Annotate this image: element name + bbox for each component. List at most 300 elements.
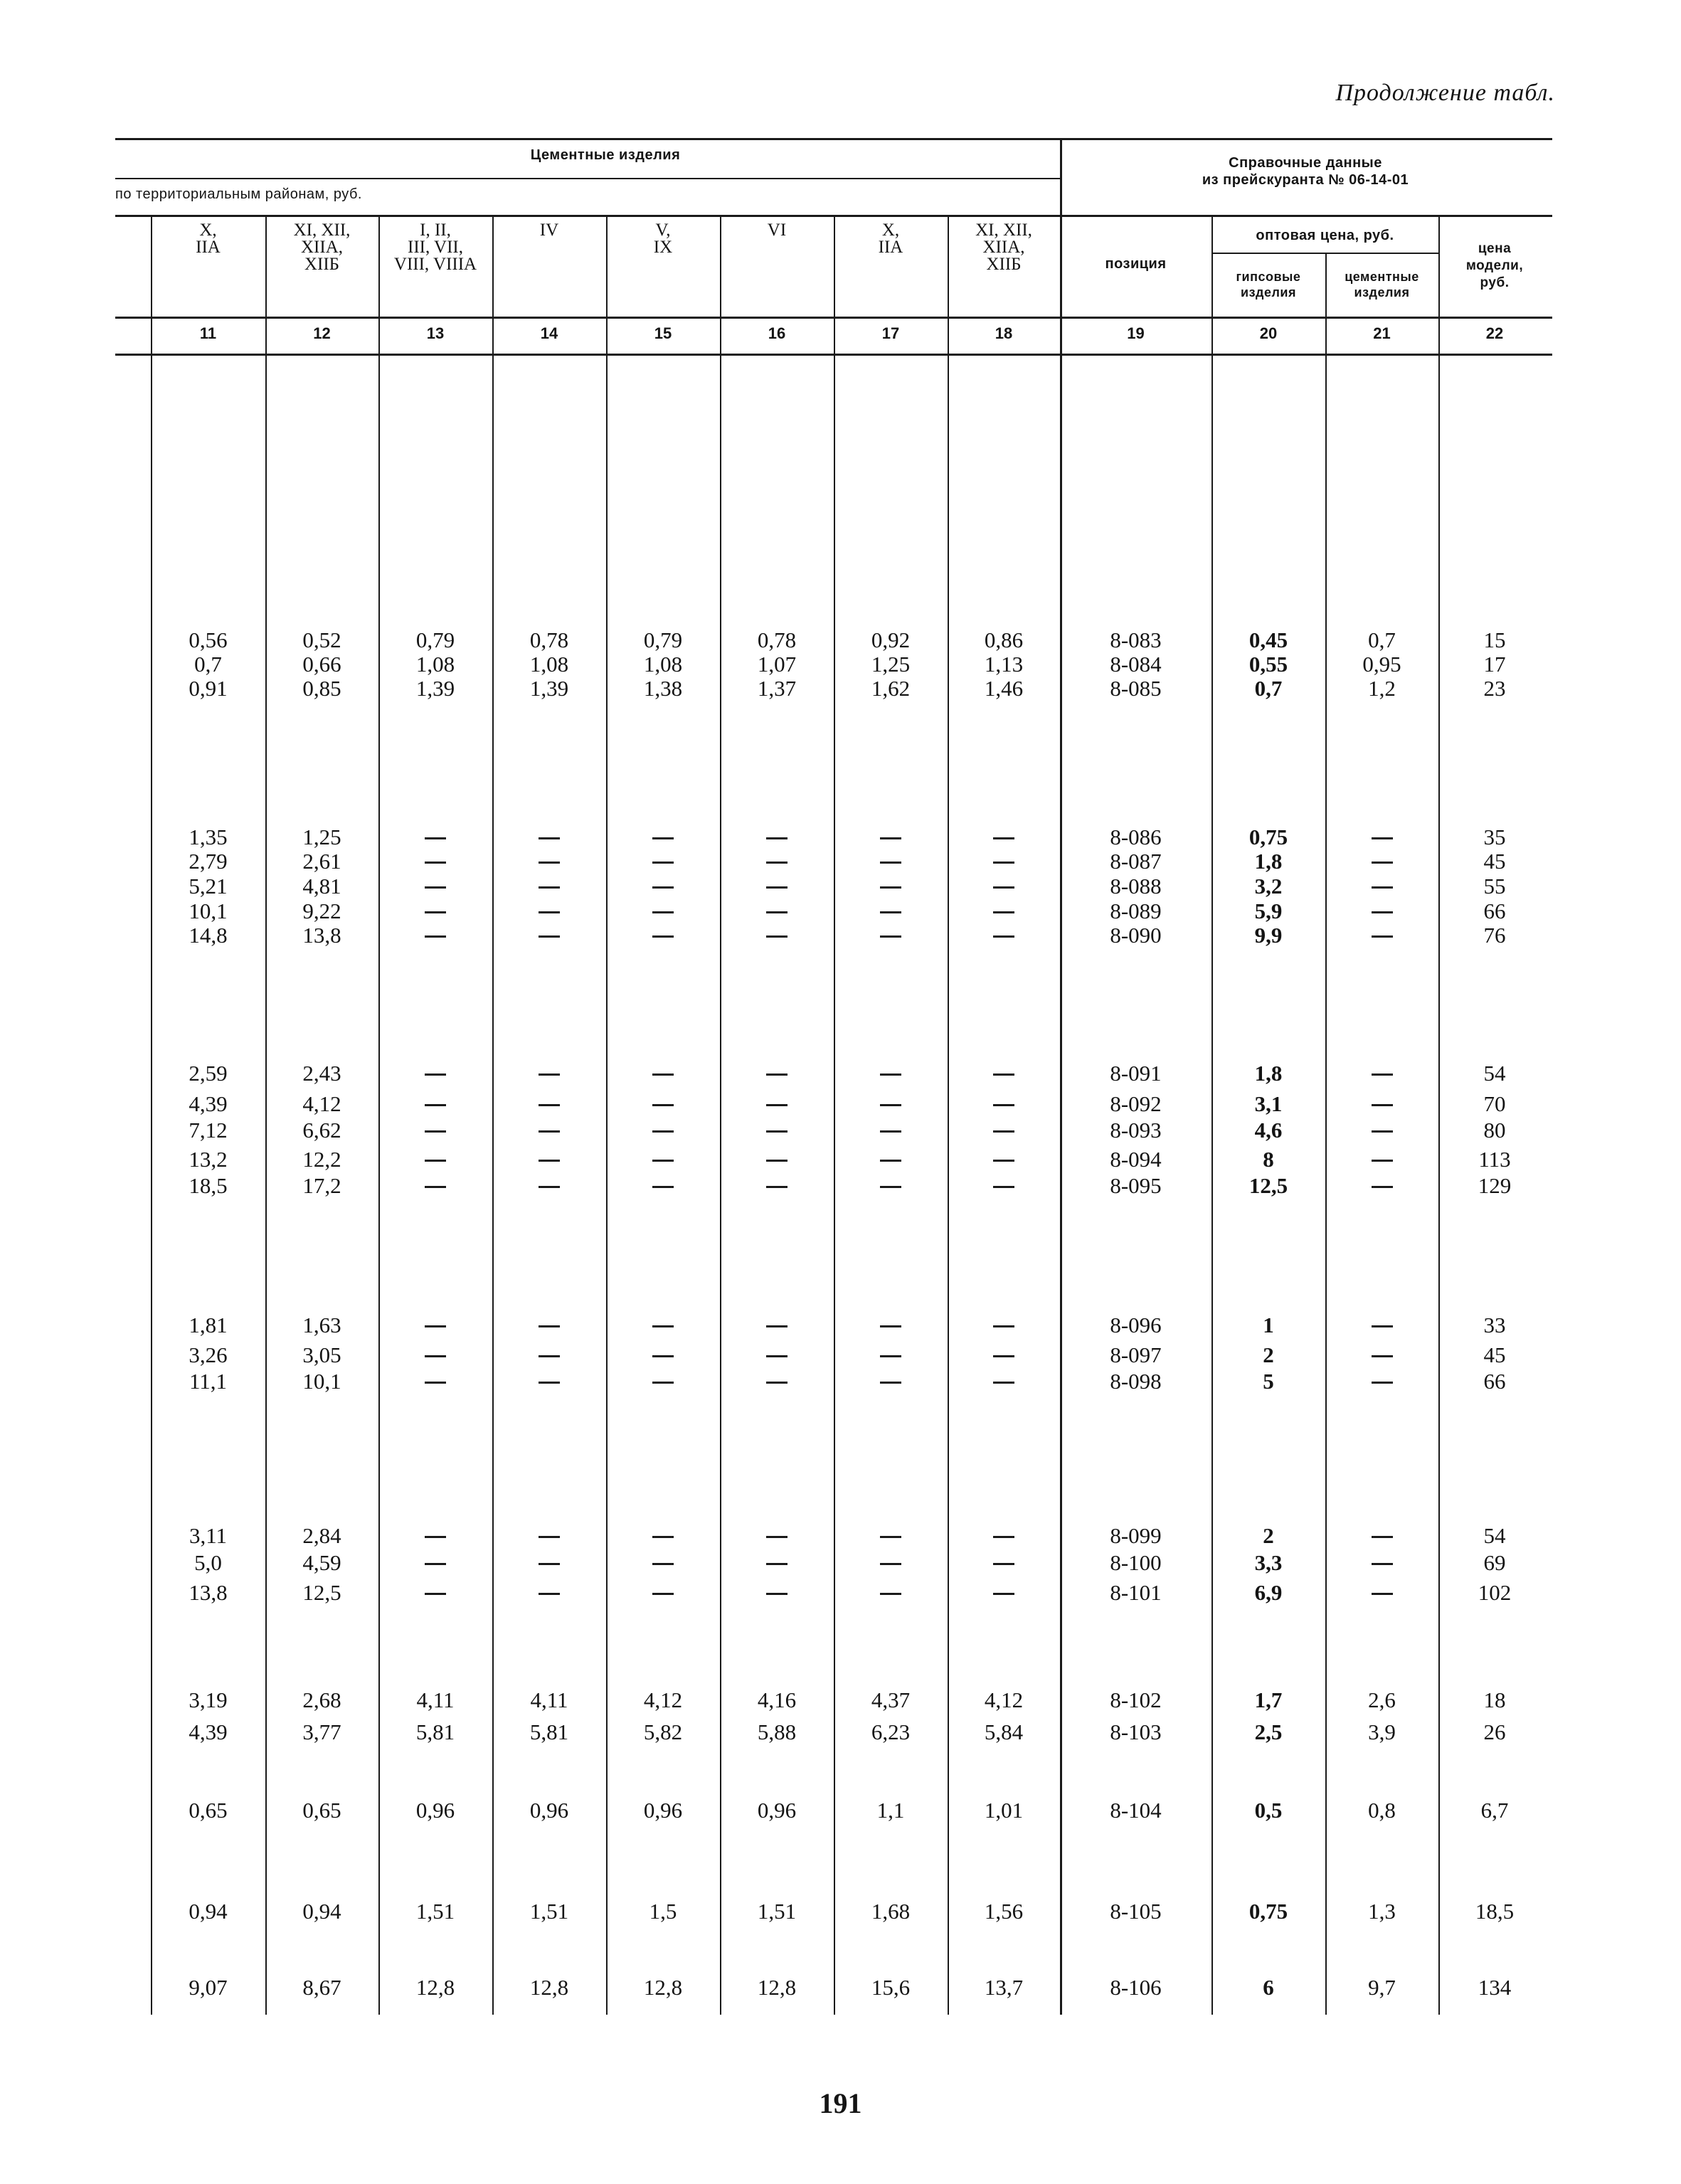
table-cell: 17 <box>1483 652 1506 677</box>
empty-dash <box>539 1074 560 1076</box>
column-label: цементные изделия <box>1345 270 1419 299</box>
table-cell: 7,12 <box>189 1118 228 1143</box>
table-cell: 5,9 <box>1254 898 1283 923</box>
table-cell: 8-106 <box>1110 1975 1162 2000</box>
column-label: позиция <box>1105 256 1167 272</box>
empty-dash <box>652 1325 674 1327</box>
empty-dash <box>539 1563 560 1565</box>
table-cell: 2 <box>1263 1523 1274 1548</box>
table-cell: 13,7 <box>984 1975 1024 2000</box>
empty-dash <box>425 935 446 938</box>
column-number: 18 <box>995 324 1013 342</box>
header-reference-data: Справочные данные <box>1229 155 1382 171</box>
table-cell: 1,39 <box>415 676 455 701</box>
table-cell: 33 <box>1483 1313 1506 1337</box>
table-cell: 8 <box>1263 1147 1274 1172</box>
table-cell: 3,11 <box>189 1523 228 1548</box>
table-cell: 0,7 <box>1254 676 1283 701</box>
column-number: 21 <box>1373 324 1391 342</box>
table-cell: 3,3 <box>1254 1550 1283 1575</box>
page-number: 191 <box>819 2087 862 2119</box>
table-cell: 0,79 <box>415 627 455 652</box>
table-cell: 8-101 <box>1110 1580 1162 1605</box>
table-cell: 1,51 <box>415 1899 455 1924</box>
empty-dash <box>539 1593 560 1595</box>
table-cell: 12,5 <box>1248 1173 1288 1198</box>
table-cell: 0,86 <box>984 627 1024 652</box>
table-cell: 18,5 <box>189 1173 228 1198</box>
header-wholesale-price: оптовая цена, руб. <box>1256 228 1394 243</box>
table-cell: 113 <box>1478 1147 1511 1172</box>
table-cell: 0,75 <box>1248 825 1288 849</box>
table-cell: 3,2 <box>1254 874 1283 898</box>
empty-dash <box>880 1074 901 1076</box>
table-cell: 5,81 <box>529 1719 569 1744</box>
empty-dash <box>1372 837 1393 839</box>
table-cell: 8-088 <box>1110 874 1162 898</box>
empty-dash <box>880 1382 901 1384</box>
empty-dash <box>766 1382 788 1384</box>
empty-dash <box>766 1186 788 1188</box>
table-cell: 4,81 <box>302 874 341 898</box>
table-cell: 8-085 <box>1110 676 1162 701</box>
rule-vertical <box>606 215 608 2015</box>
table-cell: 1,01 <box>984 1798 1024 1823</box>
empty-dash <box>539 1382 560 1384</box>
empty-dash <box>425 1382 446 1384</box>
table-cell: 1,07 <box>757 652 797 677</box>
rule-vertical <box>492 215 494 2015</box>
empty-dash <box>993 911 1014 913</box>
table-cell: 11,1 <box>189 1369 228 1394</box>
empty-dash <box>652 1130 674 1133</box>
table-cell: 5 <box>1263 1369 1274 1394</box>
table-cell: 15 <box>1483 627 1506 652</box>
empty-dash <box>1372 935 1393 938</box>
table-cell: 0,79 <box>643 627 683 652</box>
empty-dash <box>880 1355 901 1357</box>
empty-dash <box>1372 1074 1393 1076</box>
table-cell: 18,5 <box>1475 1899 1515 1924</box>
empty-dash <box>539 1355 560 1357</box>
table-cell: 12,2 <box>302 1147 341 1172</box>
table-cell: 1,38 <box>643 676 683 701</box>
empty-dash <box>993 1104 1014 1106</box>
empty-dash <box>425 886 446 889</box>
column-label: X, IIA <box>196 221 221 257</box>
table-cell: 2,59 <box>189 1061 228 1086</box>
table-cell: 80 <box>1483 1118 1506 1143</box>
table-cell: 5,21 <box>189 874 228 898</box>
table-cell: 0,65 <box>189 1798 228 1823</box>
table-cell: 8-094 <box>1110 1147 1162 1172</box>
table-cell: 2,79 <box>189 849 228 874</box>
rule-vertical <box>151 215 152 2015</box>
table-cell: 1,51 <box>757 1899 797 1924</box>
empty-dash <box>652 1536 674 1538</box>
empty-dash <box>1372 1130 1393 1133</box>
empty-dash <box>652 1593 674 1595</box>
table-cell: 6 <box>1263 1975 1274 2000</box>
table-cell: 4,59 <box>302 1550 341 1575</box>
table-cell: 4,39 <box>189 1091 228 1116</box>
empty-dash <box>425 1536 446 1538</box>
table-cell: 1,39 <box>529 676 569 701</box>
empty-dash <box>539 862 560 864</box>
table-cell: 1,46 <box>984 676 1024 701</box>
table-cell: 9,9 <box>1254 923 1283 948</box>
table-cell: 3,9 <box>1368 1719 1396 1744</box>
table-cell: 6,7 <box>1480 1798 1509 1823</box>
table-cell: 10,1 <box>302 1369 341 1394</box>
empty-dash <box>425 1186 446 1188</box>
table-cell: 9,22 <box>302 898 341 923</box>
table-cell: 12,8 <box>415 1975 455 2000</box>
empty-dash <box>993 1536 1014 1538</box>
table-cell: 0,96 <box>757 1798 797 1823</box>
empty-dash <box>425 1325 446 1327</box>
empty-dash <box>425 1563 446 1565</box>
table-cell: 6,23 <box>871 1719 911 1744</box>
rule-vertical <box>1438 215 1440 2015</box>
table-cell: 4,12 <box>302 1091 341 1116</box>
empty-dash <box>539 1186 560 1188</box>
table-cell: 3,1 <box>1254 1091 1283 1116</box>
empty-dash <box>880 1104 901 1106</box>
empty-dash <box>1372 1593 1393 1595</box>
empty-dash <box>993 1160 1014 1162</box>
table-cell: 55 <box>1483 874 1506 898</box>
table-cell: 0,78 <box>757 627 797 652</box>
empty-dash <box>539 886 560 889</box>
rule-vertical <box>720 215 721 2015</box>
column-label: XI, XII, XIIA, XIIБ <box>293 221 351 274</box>
empty-dash <box>652 862 674 864</box>
empty-dash <box>652 1563 674 1565</box>
empty-dash <box>1372 1536 1393 1538</box>
empty-dash <box>652 911 674 913</box>
table-cell: 1,2 <box>1368 676 1396 701</box>
table-cell: 0,5 <box>1254 1798 1283 1823</box>
table-cell: 5,81 <box>415 1719 455 1744</box>
empty-dash <box>880 1563 901 1565</box>
empty-dash <box>1372 886 1393 889</box>
header-by-territorial-regions: по территориальным районам, руб. <box>115 186 362 202</box>
table-cell: 8-087 <box>1110 849 1162 874</box>
column-label: цена модели, руб. <box>1465 241 1524 290</box>
table-cell: 13,2 <box>189 1147 228 1172</box>
table-cell: 1,81 <box>189 1313 228 1337</box>
table-cell: 69 <box>1483 1550 1506 1575</box>
table-cell: 6,62 <box>302 1118 341 1143</box>
empty-dash <box>993 1382 1014 1384</box>
empty-dash <box>993 886 1014 889</box>
empty-dash <box>880 911 901 913</box>
table-cell: 1,35 <box>189 825 228 849</box>
column-label: X, IIA <box>878 221 903 257</box>
table-cell: 9,7 <box>1368 1975 1396 2000</box>
column-number: 11 <box>199 324 217 342</box>
column-label: I, II, III, VII, VIII, VIIIA <box>393 221 477 274</box>
table-cell: 8-092 <box>1110 1091 1162 1116</box>
table-cell: 4,11 <box>416 1687 455 1712</box>
column-number: 16 <box>768 324 786 342</box>
empty-dash <box>880 1325 901 1327</box>
empty-dash <box>425 1074 446 1076</box>
table-cell: 45 <box>1483 849 1506 874</box>
table-cell: 0,96 <box>529 1798 569 1823</box>
table-cell: 1,63 <box>302 1313 341 1337</box>
column-label: XI, XII, XIIA, XIIБ <box>975 221 1032 274</box>
table-cell: 1,8 <box>1254 1061 1283 1086</box>
empty-dash <box>993 1074 1014 1076</box>
empty-dash <box>652 1382 674 1384</box>
column-label: гипсовые изделия <box>1236 270 1301 299</box>
table-cell: 1,3 <box>1368 1899 1396 1924</box>
empty-dash <box>425 911 446 913</box>
empty-dash <box>766 1160 788 1162</box>
header-cement-products: Цементные изделия <box>530 147 681 163</box>
empty-dash <box>766 911 788 913</box>
rule-horizontal <box>115 138 1060 140</box>
table-cell: 0,65 <box>302 1798 341 1823</box>
empty-dash <box>993 837 1014 839</box>
empty-dash <box>425 1104 446 1106</box>
empty-dash <box>766 862 788 864</box>
column-label: IV <box>539 221 559 240</box>
empty-dash <box>993 1593 1014 1595</box>
table-cell: 1,37 <box>757 676 797 701</box>
empty-dash <box>539 935 560 938</box>
empty-dash <box>766 1563 788 1565</box>
empty-dash <box>880 1130 901 1133</box>
empty-dash <box>766 1536 788 1538</box>
table-cell: 1,51 <box>529 1899 569 1924</box>
column-number: 15 <box>654 324 672 342</box>
empty-dash <box>652 1104 674 1106</box>
empty-dash <box>766 935 788 938</box>
table-cell: 0,96 <box>415 1798 455 1823</box>
running-title: Продолжение табл. <box>1335 80 1555 106</box>
table-cell: 8-105 <box>1110 1899 1162 1924</box>
table-cell: 2,43 <box>302 1061 341 1086</box>
column-number: 17 <box>881 324 900 342</box>
table-cell: 2,5 <box>1254 1719 1283 1744</box>
table-cell: 1,8 <box>1254 849 1283 874</box>
table-cell: 3,77 <box>302 1719 341 1744</box>
empty-dash <box>1372 862 1393 864</box>
empty-dash <box>652 1074 674 1076</box>
table-cell: 8-093 <box>1110 1118 1162 1143</box>
empty-dash <box>766 1104 788 1106</box>
table-cell: 4,12 <box>643 1687 683 1712</box>
empty-dash <box>1372 1325 1393 1327</box>
table-cell: 5,88 <box>757 1719 797 1744</box>
empty-dash <box>766 886 788 889</box>
table-cell: 1,08 <box>415 652 455 677</box>
table-cell: 1,08 <box>643 652 683 677</box>
empty-dash <box>539 1130 560 1133</box>
empty-dash <box>539 911 560 913</box>
empty-dash <box>1372 1382 1393 1384</box>
empty-dash <box>993 862 1014 864</box>
table-cell: 0,91 <box>189 676 228 701</box>
table-cell: 2,61 <box>302 849 341 874</box>
table-cell: 13,8 <box>189 1580 228 1605</box>
table-cell: 66 <box>1483 898 1506 923</box>
empty-dash <box>425 862 446 864</box>
rule-vertical <box>378 215 380 2015</box>
table-cell: 0,45 <box>1248 627 1288 652</box>
table-cell: 4,16 <box>757 1687 797 1712</box>
rule-horizontal <box>1060 138 1552 140</box>
table-cell: 8-103 <box>1110 1719 1162 1744</box>
table-cell: 14,8 <box>189 923 228 948</box>
table-cell: 1,08 <box>529 652 569 677</box>
table-cell: 8-098 <box>1110 1369 1162 1394</box>
table-cell: 4,11 <box>530 1687 568 1712</box>
table-cell: 1,7 <box>1254 1687 1283 1712</box>
table-cell: 13,8 <box>302 923 341 948</box>
table-cell: 0,75 <box>1248 1899 1288 1924</box>
table-cell: 1,1 <box>876 1798 905 1823</box>
empty-dash <box>993 1186 1014 1188</box>
table-cell: 2,6 <box>1368 1687 1396 1712</box>
table-cell: 5,0 <box>194 1550 222 1575</box>
empty-dash <box>1372 1186 1393 1188</box>
empty-dash <box>766 1593 788 1595</box>
empty-dash <box>880 862 901 864</box>
table-cell: 0,95 <box>1362 652 1401 677</box>
table-cell: 0,7 <box>1368 627 1396 652</box>
empty-dash <box>993 1325 1014 1327</box>
table-cell: 2,84 <box>302 1523 341 1548</box>
table-cell: 1,62 <box>871 676 911 701</box>
table-cell: 12,8 <box>757 1975 797 2000</box>
empty-dash <box>652 1186 674 1188</box>
table-cell: 1,25 <box>302 825 341 849</box>
table-cell: 8-084 <box>1110 652 1162 677</box>
table-cell: 3,19 <box>189 1687 228 1712</box>
column-number: 22 <box>1485 324 1504 342</box>
empty-dash <box>425 837 446 839</box>
table-cell: 8-086 <box>1110 825 1162 849</box>
empty-dash <box>880 935 901 938</box>
table-cell: 10,1 <box>189 898 228 923</box>
empty-dash <box>652 1160 674 1162</box>
column-label: VI <box>767 221 787 240</box>
empty-dash <box>766 1355 788 1357</box>
table-cell: 0,7 <box>194 652 222 677</box>
table-cell: 45 <box>1483 1342 1506 1367</box>
table-cell: 8,67 <box>302 1975 341 2000</box>
table-cell: 23 <box>1483 676 1506 701</box>
table-cell: 2,68 <box>302 1687 341 1712</box>
empty-dash <box>880 1186 901 1188</box>
table-cell: 5,82 <box>643 1719 683 1744</box>
table-cell: 9,07 <box>189 1975 228 2000</box>
table-cell: 8-102 <box>1110 1687 1162 1712</box>
column-number: 13 <box>426 324 445 342</box>
empty-dash <box>1372 911 1393 913</box>
column-number: 20 <box>1259 324 1278 342</box>
table-cell: 8-104 <box>1110 1798 1162 1823</box>
table-cell: 2 <box>1263 1342 1274 1367</box>
table-cell: 17,2 <box>302 1173 341 1198</box>
table-cell: 70 <box>1483 1091 1506 1116</box>
column-number: 19 <box>1127 324 1145 342</box>
table-cell: 0,96 <box>643 1798 683 1823</box>
empty-dash <box>652 886 674 889</box>
empty-dash <box>880 1593 901 1595</box>
table-cell: 0,78 <box>529 627 569 652</box>
table-cell: 54 <box>1483 1523 1506 1548</box>
table-cell: 8-083 <box>1110 627 1162 652</box>
table-cell: 4,37 <box>871 1687 911 1712</box>
table-cell: 8-091 <box>1110 1061 1162 1086</box>
empty-dash <box>993 935 1014 938</box>
table-cell: 5,84 <box>984 1719 1024 1744</box>
rule-horizontal <box>115 178 1060 179</box>
table-cell: 1,68 <box>871 1899 911 1924</box>
table-cell: 15,6 <box>871 1975 911 2000</box>
empty-dash <box>993 1130 1014 1133</box>
table-cell: 0,85 <box>302 676 341 701</box>
empty-dash <box>539 1536 560 1538</box>
empty-dash <box>766 837 788 839</box>
rule-vertical <box>1325 253 1327 2015</box>
empty-dash <box>1372 1104 1393 1106</box>
empty-dash <box>993 1563 1014 1565</box>
header-price-list: из прейскуранта № 06-14-01 <box>1202 172 1409 188</box>
table-cell: 1 <box>1263 1313 1274 1337</box>
rule-vertical <box>1060 138 1062 2015</box>
table-cell: 4,39 <box>189 1719 228 1744</box>
empty-dash <box>425 1160 446 1162</box>
table-cell: 102 <box>1478 1580 1512 1605</box>
column-number: 12 <box>313 324 331 342</box>
table-cell: 8-099 <box>1110 1523 1162 1548</box>
table-cell: 8-100 <box>1110 1550 1162 1575</box>
rule-vertical <box>948 215 949 2015</box>
table-cell: 1,25 <box>871 652 911 677</box>
empty-dash <box>766 1130 788 1133</box>
empty-dash <box>425 1593 446 1595</box>
empty-dash <box>766 1074 788 1076</box>
table-cell: 0,66 <box>302 652 341 677</box>
table-cell: 1,5 <box>649 1899 677 1924</box>
rule-vertical <box>834 215 835 2015</box>
empty-dash <box>425 1355 446 1357</box>
table-cell: 1,56 <box>984 1899 1024 1924</box>
table-cell: 18 <box>1483 1687 1506 1712</box>
table-cell: 4,12 <box>984 1687 1024 1712</box>
table-cell: 0,94 <box>302 1899 341 1924</box>
column-label: V, IX <box>653 221 673 257</box>
table-cell: 1,13 <box>984 652 1024 677</box>
empty-dash <box>993 1355 1014 1357</box>
table-cell: 6,9 <box>1254 1580 1283 1605</box>
table-cell: 66 <box>1483 1369 1506 1394</box>
empty-dash <box>766 1325 788 1327</box>
empty-dash <box>1372 1160 1393 1162</box>
column-number: 14 <box>540 324 558 342</box>
table-cell: 3,05 <box>302 1342 341 1367</box>
table-cell: 35 <box>1483 825 1506 849</box>
empty-dash <box>539 837 560 839</box>
empty-dash <box>539 1160 560 1162</box>
table-cell: 0,92 <box>871 627 911 652</box>
